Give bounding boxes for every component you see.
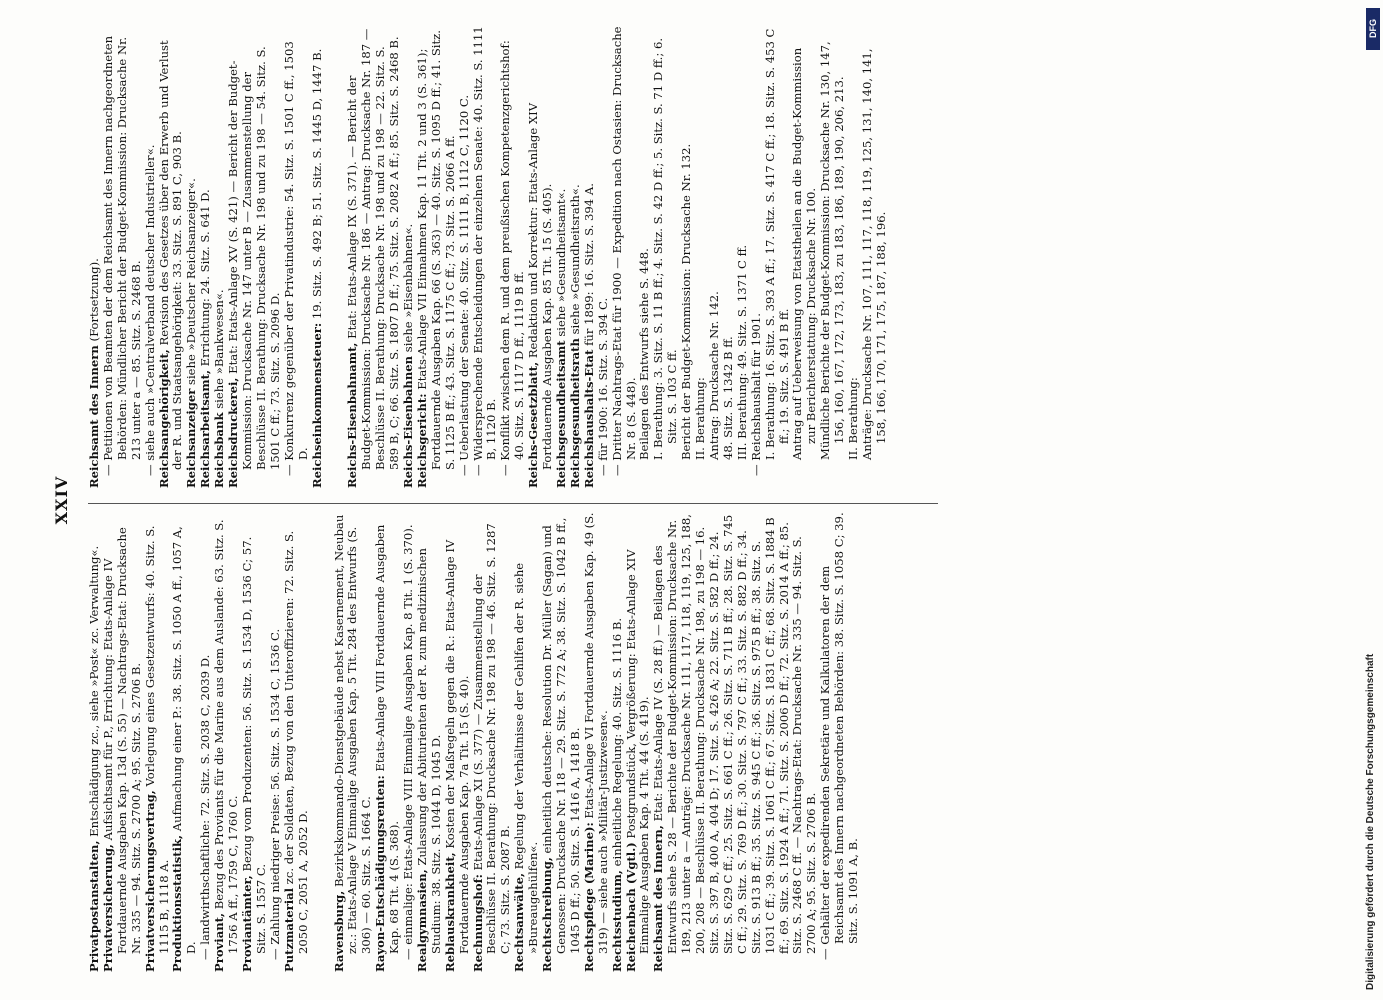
entry-heading: Reichs-Eisenbahnen xyxy=(401,355,416,488)
entry-text: — Petitionen von Beamten der dem Reichsamt des Innern nachgeordneten Behörden: Mündlicher Bericht der Budget-Kommission: Drucksache Nr. 213 unter a — 85. Sitz. S. 2468 B. xyxy=(100,35,143,476)
index-entry xyxy=(513,510,541,972)
entry-text: — Konkurrenz gegenüber der Privatindustrie: 54. Sitz. S. 1501 C ff., 1503 D. xyxy=(281,41,310,476)
index-entry xyxy=(819,26,847,488)
entry-text: — Konflikt zwischen dem R. und dem preußischen Kompetenzgerichtshof: 40. Sitz. S. 1117 D ff., 1119 B ff. xyxy=(498,40,527,476)
entry-text: Zulassung der Abiturienten der R. zum medizinischen Studium: 38. Sitz. S. 1044 D, 1045 D. xyxy=(414,548,443,954)
index-entry xyxy=(311,510,333,972)
index-entry xyxy=(791,26,819,488)
entry-text: — für 1900: 16. Sitz. S. 394 C. xyxy=(595,297,610,476)
index-entry xyxy=(555,26,569,488)
entry-text: Bezirkskommando-Dienstgebäude nebst Kasernement, Neubau zc.: Etats-Anlage V Einmalige Ausgaben Kap. 5 Tit. 284 des Entwurfs (S. 306) — 60. Sitz. S. 1664 C. xyxy=(331,514,374,954)
entry-text: — Ueberlastung der Senate: 40. Sitz. S. 1111 B, 1112 C, 1120 C. xyxy=(456,94,471,476)
entry-text: Etats-Anlage XI (S. 377) — Zusammenstellung der Beschlüsse II. Berathung: Drucksache Nr. 198 zu 198 — 46. Sitz. S. 1287 C; 73. Sitz. S. 2087 B. xyxy=(470,523,513,954)
index-entry xyxy=(861,26,889,488)
index-entry xyxy=(88,26,102,488)
index-entry xyxy=(324,26,346,488)
index-entry xyxy=(652,26,680,488)
entry-heading: Proviant, xyxy=(212,912,227,972)
entry-heading: Reichsarbeitsamt, xyxy=(198,370,213,488)
entry-heading: Realgymnasien, xyxy=(414,869,429,972)
index-entry xyxy=(444,510,472,972)
entry-heading: Reichsamt des Innern, xyxy=(651,825,666,972)
index-entry xyxy=(583,510,611,972)
entry-text: II. Berathung: xyxy=(846,377,861,460)
index-entry xyxy=(541,510,583,972)
index-entry xyxy=(144,26,158,488)
dfg-logo: DFG xyxy=(1366,8,1380,50)
entry-heading: Putzmaterial xyxy=(281,887,296,972)
index-entry xyxy=(458,26,472,488)
index-entry xyxy=(402,26,416,488)
entry-text: II. Berathung: xyxy=(693,377,708,460)
entry-text: Vorlegung eines Gesetzentwurfs: 40. Sitz. S. 1115 B, 1118 A. xyxy=(142,525,171,954)
entry-text: Etats-Anlage VIII Fortdauernde Ausgaben Kap. 68 Tit. 4 (S. 368). xyxy=(373,524,402,954)
entry-text: Revision des Gesetzes über den Erwerb und Verlust der R. und Staatsangehörigkeit: 33. Sitz. S. 891 C, 903 B. xyxy=(156,40,185,470)
left-column xyxy=(88,510,861,972)
entry-heading: Reichsgericht: xyxy=(414,393,429,488)
entry-text: Antrag auf Ueberweisung von Etatstheilen an die Budget-Kommission zur Berichterstattung: Drucksache Nr. 100. xyxy=(790,47,819,460)
entry-heading: Reichseinkommensteuer: xyxy=(309,322,324,488)
column-divider xyxy=(88,503,938,504)
entry-heading: Rechtsstudium, xyxy=(609,870,624,972)
index-entry xyxy=(694,26,708,488)
index-entry xyxy=(102,510,144,972)
index-entry xyxy=(283,26,311,488)
entry-text: Etat: Etats-Anlage XV (S. 421) — Bericht der Budget-Kommission: Drucksache Nr. 147 unter B — Zusammenstellung der Beschlüsse II. Berathung: Drucksache Nr. 198 und zu 198 — 54. Sitz. S. 1501 C ff.; 73. Sitz. S. 2096 D. xyxy=(226,46,282,470)
index-entry xyxy=(652,510,819,972)
entry-text: Bezug des Proviants für die Marine aus dem Auslande: 63. Sitz. S. 1756 A ff., 1759 C, 1760 C. xyxy=(212,519,241,954)
index-entry xyxy=(722,26,736,488)
entry-heading: Reichsangehörigkeit, xyxy=(156,349,171,488)
entry-text: Aufsichtsamt für P., Errichtung: Etats-Anlage IV Fortdauernde Ausgaben Kap. 13d (S. 55) — Nachtrags-Etat: Drucksache Nr. 335 — 94. Sitz. S. 2700 A; 95. Sitz. S. 2706 B. xyxy=(100,527,143,954)
index-entry xyxy=(527,26,555,488)
entry-heading: Reichsanzeiger xyxy=(184,388,199,488)
entry-heading: Rechnungshof: xyxy=(470,874,485,972)
entry-text: Etat: Etats-Anlage IX (S. 371). — Bericht der Budget-Kommission: Drucksache Nr. 186 — Antrag: Drucksache Nr. 187 — Beschlüsse II. Berathung: Drucksache Nr. 198 und zu 198 — 22. Sitz. S. 589 B, C; 66. Sitz. S. 1807 D ff.; 75. Sitz. S. 2082 A ff.; 85. Sitz. S. 2468 B. xyxy=(345,28,402,470)
entry-text: Etats-Anlage VII Einnahmen Kap. 11 Tit. 2 und 3 (S. 361); Fortdauernde Ausgaben Kap. 66 (S. 363) — 40. Sitz. S. 1095 D ff.; 41. Sitz. S. 1125 B ff.; 43. Sitz. S. 1175 C ff.; 73. Sitz. S. 2066 A ff. xyxy=(414,30,457,470)
index-entry xyxy=(402,510,416,972)
index-entry xyxy=(311,26,325,488)
entry-text: (Fortsetzung). xyxy=(87,258,101,346)
entry-text: Aufmachung einer P.: 38. Sitz. S. 1050 A ff., 1057 A, D. xyxy=(170,526,199,954)
index-entry xyxy=(819,510,861,972)
entry-heading: Ravensburg, xyxy=(331,890,346,972)
index-entry xyxy=(213,26,227,488)
entry-text: 48. Sitz. S. 1342 B ff. xyxy=(720,336,735,460)
index-entry xyxy=(416,26,458,488)
index-entry xyxy=(764,26,792,488)
index-entry xyxy=(597,26,611,488)
entry-heading: Reichsdruckerei, xyxy=(226,377,241,488)
index-entry xyxy=(185,26,199,488)
index-entry xyxy=(472,510,514,972)
entry-text: Entschädigung zc., siehe »Post« zc. Verwaltung«. xyxy=(87,545,101,841)
entry-heading: Rechtsanwälte, xyxy=(512,873,527,972)
index-entry xyxy=(144,510,172,972)
index-entry xyxy=(499,26,527,488)
index-entry xyxy=(736,26,750,488)
index-entry xyxy=(171,510,199,972)
entry-text: siehe »Gesundheitsamt«. xyxy=(554,188,568,341)
entry-text: einheitliche Regelung: 40. Sitz. S. 1116 B. xyxy=(609,617,624,871)
index-entry xyxy=(750,26,764,488)
entry-text: III. Berathung: 49. Sitz. S. 1371 C ff. xyxy=(734,244,749,460)
dfg-credit-text: Digitalisierung gefördert durch die Deutsche Forschungsgemeinschaft xyxy=(1365,653,1376,990)
index-entry xyxy=(847,26,861,488)
index-entry xyxy=(583,26,597,488)
entry-text: — Zahlung niedriger Preise: 56. Sitz. S. 1534 C, 1536 C. xyxy=(267,628,282,960)
entry-heading: Rayon-Entschädigungsrenten: xyxy=(373,775,388,972)
entry-heading: Reichsgesundheitsrath xyxy=(567,338,582,488)
entry-heading: Privatpostanstalten, xyxy=(87,840,101,972)
entry-text: — Reichshaushalt für 1901. xyxy=(748,313,763,476)
index-entry xyxy=(213,510,241,972)
entry-heading: Reblauskrankheit, xyxy=(442,852,457,972)
entry-heading: Reichs-Gesetzblatt, xyxy=(526,361,541,488)
entry-text: siehe »Eisenbahnen«. xyxy=(401,223,416,356)
entry-heading: Reichshaushalts-Etat xyxy=(581,349,596,488)
entry-text: — Gehälter der expedirenden Sekretäre und Kalkulatoren der dem Reichsamt des Innern nachgeordneten Behörden: 38. Sitz. S. 1058 C; 39. Sitz. S. 1091 A, B. xyxy=(818,512,861,960)
index-entry xyxy=(416,510,444,972)
index-entry xyxy=(638,26,652,488)
index-entry xyxy=(199,510,213,972)
entry-text: Beilagen des Entwurfs siehe S. 448. xyxy=(637,248,652,460)
entry-text: siehe »Deutscher Reichsanzeiger«. xyxy=(184,178,199,389)
entry-text: Redaktion und Korrektur: Etats-Anlage XIV Fortdauernde Ausgaben Kap. 85 Tit. 15 (S. 405). xyxy=(526,102,555,470)
entry-text: — einmalige: Etats-Anlage VIII Einmalige Ausgaben Kap. 8 Tit. 1 (S. 370). xyxy=(401,524,416,960)
index-entry xyxy=(88,510,102,972)
index-entry xyxy=(227,26,283,488)
entry-heading: Reichsgesundheitsamt xyxy=(554,340,568,488)
entry-heading: Proviantämter, xyxy=(239,875,254,972)
entry-text: einheitlich deutsche: Resolution Dr. Müller (Sagan) und Genossen: Drucksache Nr. 118 — 29. Sitz. S. 772 A; 38. Sitz. S. 1042 B ff., 1045 D ff.; 50. Sitz. S. 1416 A, 1418 B. xyxy=(540,517,582,954)
entry-heading: Reichsamt des Innern xyxy=(87,345,101,488)
index-entry xyxy=(708,26,722,488)
entry-text: Kosten der Maßregeln gegen die R.: Etats-Anlage IV Fortdauernde Ausgaben Kap. 7a Tit. 15 (S. 40). xyxy=(442,539,471,954)
index-entry xyxy=(472,26,500,488)
entry-text: Antrag: Drucksache Nr. 142. xyxy=(706,291,721,460)
entry-text: Etats-Anlage VI Fortdauernde Ausgaben Kap. 49 (S. 319) — siehe auch »Militär-Justizwesen«. xyxy=(581,512,610,954)
entry-text: I. Berathung: 16. Sitz. S. 393 A ff.; 17. Sitz. S. 417 C ff.; 18. Sitz. S. 453 C ff.; 19. Sitz. S. 491 B ff. xyxy=(762,28,791,460)
entry-text: — Widersprechende Entscheidungen der einzelnen Senate: 40. Sitz. S. 1111 B, 1120 B. xyxy=(470,26,499,476)
entry-text: siehe »Gesundheitsrath«. xyxy=(567,184,582,339)
index-entry xyxy=(569,26,583,488)
entry-text: Postgrundstück, Vergrößerung: Etats-Anlage XIV Einmalige Ausgaben Kap. 4 Tit. 44 (S. 419). xyxy=(623,549,652,954)
entry-text: zc. der Soldaten, Bezug von den Unteroffizieren: 72. Sitz. S. 2050 C, 2051 A, 2052 D. xyxy=(281,530,310,954)
entry-text: Mündliche Berichte der Budget-Kommission: Drucksache Nr. 130, 147, 156, 160, 167, 172, 173, 183, zu 183, 186, 189, 190, 206, 213. xyxy=(818,41,847,460)
entry-heading: Reichenbach (Vgtl.) xyxy=(623,842,638,972)
entry-heading: Privatversicherungsvertrag, xyxy=(142,790,157,972)
index-entry xyxy=(269,510,283,972)
entry-text: Anträge: Drucksache Nr. 107, 111, 117, 118, 119, 125, 131, 140, 141, 158, 166, 170, 171, 175, 187, 188, 196. xyxy=(859,48,888,460)
entry-text: — landwirthschaftliche: 72. Sitz. S. 2038 C, 2039 D. xyxy=(198,654,213,960)
entry-heading: Rechtspflege (Marine): xyxy=(581,822,596,972)
index-entry xyxy=(199,26,213,488)
entry-heading: Reichsbank xyxy=(212,412,227,488)
index-entry xyxy=(158,26,186,488)
entry-text: 19. Sitz. S. 492 B; 51. Sitz. S. 1445 D, 1447 B. xyxy=(309,48,324,323)
index-entry xyxy=(611,26,639,488)
entry-text: siehe »Bankwesen«. xyxy=(212,289,227,413)
index-entry xyxy=(102,26,144,488)
entry-text: — siehe auch »Centralverband deutscher Industrieller«. xyxy=(142,144,157,476)
entry-heading: Rechtschreibung, xyxy=(540,857,555,972)
entry-text: Regelung der Verhältnisse der Gehilfen der R. siehe »Bureaugehülfen«. xyxy=(512,562,541,954)
page-number: XXIV xyxy=(52,475,71,525)
index-entry xyxy=(611,510,625,972)
index-entry xyxy=(333,510,375,972)
entry-text: Bezug vom Produzenten: 56. Sitz. S. 1534 D, 1536 C; 57. Sitz. S. 1557 C. xyxy=(239,536,268,954)
index-entry xyxy=(241,510,269,972)
entry-text: Bericht der Budget-Kommission: Drucksache Nr. 132. xyxy=(679,143,694,460)
entry-text: für 1899: 16. Sitz. S. 394 A. xyxy=(581,183,596,350)
index-entry xyxy=(374,510,402,972)
entry-heading: Reichs-Eisenbahnamt, xyxy=(345,342,360,488)
entry-heading: Privatversicherung, xyxy=(100,844,115,972)
index-entry xyxy=(346,26,402,488)
entry-text: Errichtung: 24. Sitz. S. 641 D. xyxy=(198,189,213,370)
index-entry xyxy=(283,510,311,972)
right-column xyxy=(88,26,889,488)
entry-text: Etat: Etats-Anlage IV (S. 28 ff.) — Beilagen des Entwurfs siehe S. 28 — Berichte der Budget-Kommission: Drucksache Nr. 189, 213 unter a — Anträge: Drucksache Nr. 111, 117, 118, 119, 125, 188, 200, 208 — Beschlüsse II. Berathung: Drucksache Nr. 198, zu 198 — 16. Sitz. S. 397 B, 400 A, 404 D; 17. Sitz. S. 426 A; 22. Sitz. S. 582 D ff.; 24. Sitz. S. 629 C ff.; 25. Sitz. S. 661 C ff.; 26. Sitz. S. 711 B ff.; 28. Sitz. S. 745 C ff.; 29. Sitz. S. 769 D ff.; 30. Sitz. S. 797 C ff.; 33. Sitz. S. 882 D ff.; 34. Sitz. S. 913 B ff.; 35. Sitz. S. 945 C ff.; 36. Sitz. S. 975 B ff.; 38. Sitz. S. 1031 C ff.; 39. Sitz. S. 1061 C ff.; 67. Sitz. S. 1831 C ff.; 68. Sitz. S. 1884 B ff.; 69. Sitz. S. 1924 A ff.; 71. Sitz. S. 2006 D ff.; 72. Sitz. S. 2014 A ff.; 85. Sitz. S. 2468 C ff. — Nachtrags-Etat: Drucksache Nr. 335 — 94. Sitz. S. 2700 A; 95. Sitz. S. 2706 B. xyxy=(651,514,819,954)
index-entry xyxy=(625,510,653,972)
entry-text: I. Berathung: 3. Sitz. S. 11 B ff.; 4. Sitz. S. 42 D ff.; 5. Sitz. S. 71 D ff.; 6. Sitz. S. 103 C ff. xyxy=(651,37,680,460)
entry-heading: Produktionsstatistik, xyxy=(170,834,185,972)
entry-text: — Dritter Nachtrags-Etat für 1900 — Expedition nach Ostasien: Drucksache Nr. 8 (S. 448). xyxy=(609,26,638,476)
index-entry xyxy=(680,26,694,488)
